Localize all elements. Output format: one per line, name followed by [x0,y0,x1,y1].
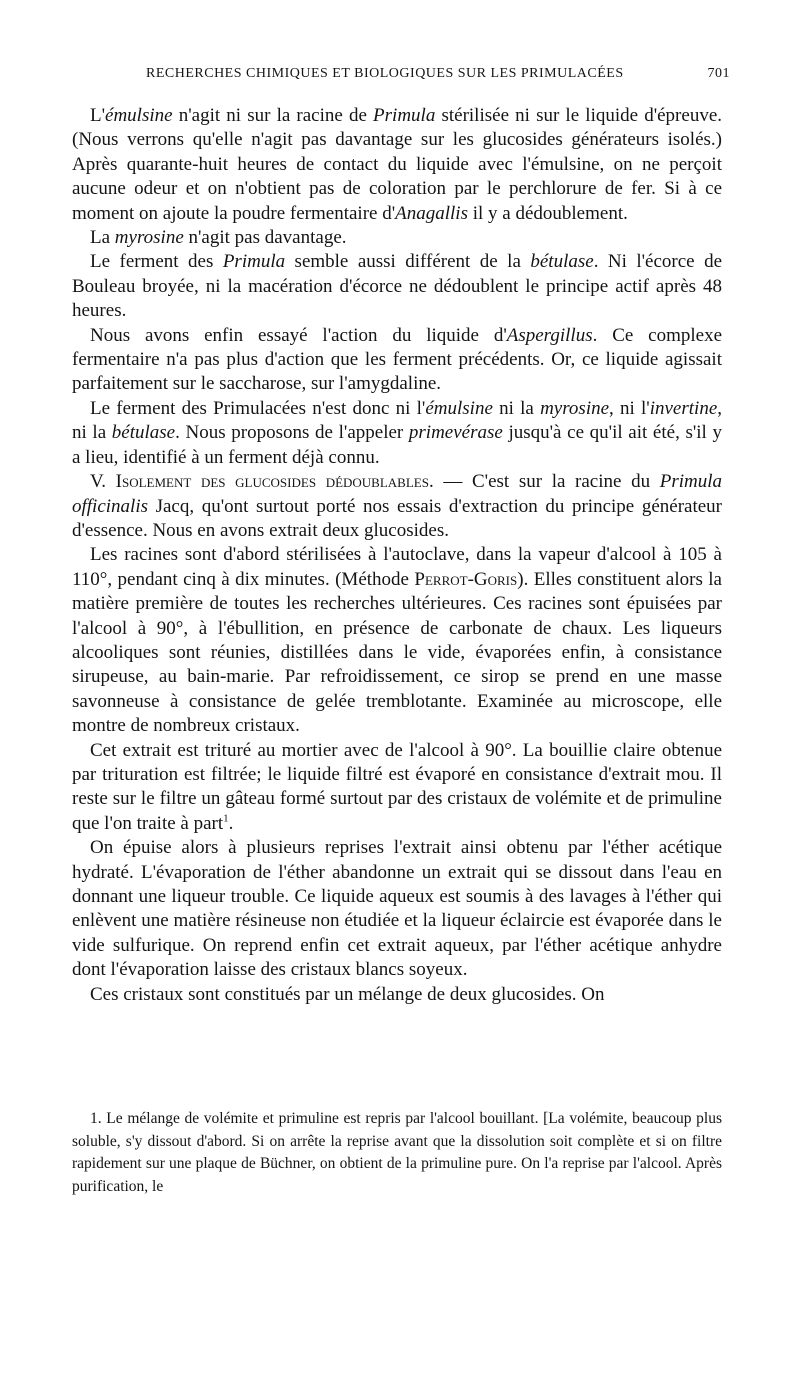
italic-text: bétulase [111,422,176,444]
paragraph [72,470,722,543]
footnote-marker: 1 [223,812,229,825]
paragraph [72,104,722,226]
paragraph [72,836,722,982]
text-run: L' [90,105,106,126]
body-text [72,104,722,1007]
italic-text: Primula officinalis [72,471,722,517]
text-run: n'agit pas davantage. [183,227,347,249]
italic-text: bétulase [530,251,594,273]
small-caps-text: Isolement des glucosides dédoublables. [115,471,434,493]
footnote [72,1108,722,1198]
paragraph [72,397,722,470]
text-run: jusqu'à ce qu'il ait été, s'il y a lieu, identifié à un ferment déjà connu. [72,422,722,468]
small-caps-text: Büchner [259,1155,312,1172]
italic-text: Primula [222,251,286,273]
paragraph [72,739,722,837]
text-run: Cet extrait est trituré au mortier avec de l'alcool à 90°. La bouillie claire obtenue par trituration est filtrée; le liquide filtré est évaporé en consistance d'extrait mou. Il reste sur le filtre un gâteau formé surtout par des cristaux de volémite et de primuline que l'on traite à part [72,739,722,834]
italic-text: Anagallis [395,202,468,224]
paragraph [72,324,722,397]
text-run: , ni la [72,397,722,444]
italic-text: myrosine [540,397,610,419]
text-run: Le ferment des Primulacées n'est donc ni l' [90,397,426,419]
text-run: Les racines sont d'abord stérilisées à l'autoclave, dans la vapeur d'alcool à 105 à 110°, pendant cinq à dix minutes. (Méthode [72,544,722,590]
page-header [72,66,730,88]
italic-text: émulsine [425,397,493,419]
text-run: — C'est sur la racine du [433,471,660,493]
text-run: Le ferment des [90,251,223,273]
paragraph [72,250,722,323]
paragraph [72,543,722,738]
italic-text: myrosine [114,227,184,249]
text-run: . Ni l'écorce de Bouleau broyée, ni la macération d'écorce ne dédoublent le principe actif après 48 heures. [72,251,722,322]
text-run: V. [90,471,116,493]
text-run: stérilisée ni sur le liquide d'épreuve. (Nous verrons qu'elle n'agit pas davantage sur les glucosides générateurs isolés.) Après quarante-huit heures de contact du liquide avec l'émulsine, on ne perçoit aucune odeur et on n'obtient pas de coloration par le perchlorure de fer. Si à ce moment on ajoute la poudre fermentaire d' [72,105,722,224]
small-caps-text: Perrot-Goris [414,568,518,590]
footnote-paragraph [72,1108,722,1198]
text-run: 1. Le mélange de volémite et primuline est repris par l'alcool bouillant. [La volémite, beaucoup plus soluble, s'y dissout d'abord. Si on arrête la reprise avant que la dissolution soit complète et si on filtre rapidement sur une plaque de [72,1110,722,1172]
italic-text: émulsine [105,105,173,126]
text-run: , ni l' [609,397,650,419]
text-run: . Ce complexe fermentaire n'a pas plus d'action que les ferment précédents. Or, ce liquide agissait parfaitement sur le saccharose, sur l'amygdaline. [72,324,722,395]
text-run: il y a dédoublement. [467,202,628,224]
text-run: ). Elles constituent alors la matière première de toutes les recherches ultérieures. Ces racines sont épuisées par l'alcool à 90°, à l'ébullition, en présence de carbonate de chaux. Les liqueurs alcooliques sont réunies, distillées dans le vide, évaporées enfin, à consistance sirupeuse, au bain-marie. Par refroidissement, ce sirop se prend en une masse savonneuse à consistance de gelée tremblotante. Examinée au microscope, elle montre de nombreux cristaux. [72,568,722,737]
text-run: . Nous proposons de l'appeler [175,422,409,444]
page-number: 701 [707,66,730,81]
text-run: ni la [492,397,541,419]
text-run: On épuise alors à plusieurs reprises l'extrait ainsi obtenu par l'éther acétique hydraté. L'évaporation de l'éther abandonne un extrait qui se dissout dans l'eau en donnant une liqueur trouble. Ce liquide aqueux est soumis à des lavages à l'éther qui enlèvent une matière résineuse non étudiée et la liqueur éclaircie est évaporée dans le vide sulfurique. On reprend enfin cet extrait aqueux, par l'éther acétique anhydre dont l'évaporation laisse des cristaux blancs soyeux. [72,837,722,981]
italic-text: invertine [649,397,718,419]
paragraph [72,226,722,250]
text-run: Jacq, qu'ont surtout porté nos essais d'extraction du principe générateur d'essence. Nous en avons extrait deux glucosides. [72,495,722,541]
text-run: semble aussi différent de la [285,251,531,273]
italic-text: Aspergillus [506,324,593,346]
text-run: Ces cristaux sont constitués par un mélange de deux glucosides. On [90,983,605,1005]
text-run: Nous avons enfin essayé l'action du liquide d' [90,324,507,346]
italic-text: primevérase [408,422,503,444]
text-run: . [228,812,234,834]
paragraph [72,983,722,1007]
running-title: RECHERCHES CHIMIQUES ET BIOLOGIQUES SUR LES PRIMULACÉES [146,66,624,81]
italic-text: Primula [373,105,436,126]
text-run: La [90,227,115,249]
text-run: , on obtient de la primuline pure. On l'a reprise par l'alcool. Après purification, le [72,1155,722,1195]
text-run: n'agit ni sur la racine de [172,105,374,126]
